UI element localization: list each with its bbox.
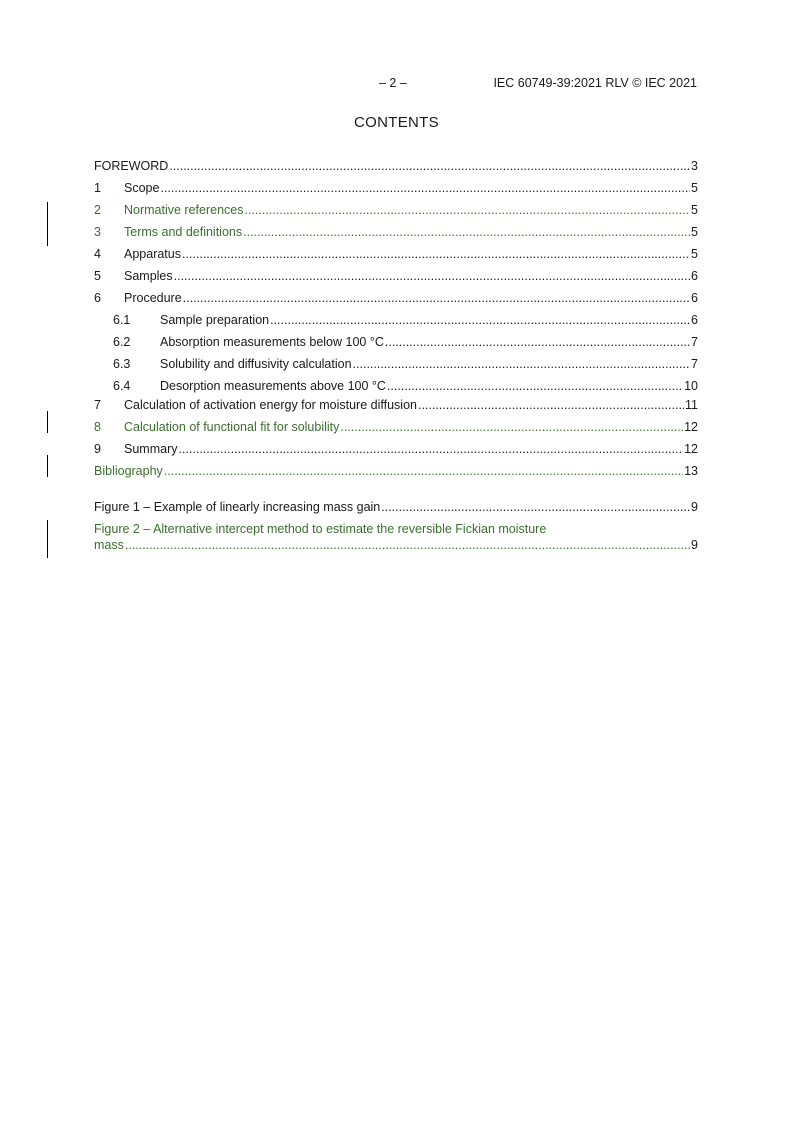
toc-entry-title: Solubility and diffusivity calculation [160, 357, 352, 371]
toc-entry-page: 5 [691, 203, 698, 217]
dot-leader [387, 378, 683, 394]
dot-leader [125, 537, 690, 553]
dot-leader [418, 397, 684, 413]
page-number: – 2 – [379, 76, 407, 90]
toc-entry-normative-references[interactable] [94, 202, 698, 218]
toc-entry-page: 5 [691, 181, 698, 195]
toc-entry-sample-preparation[interactable] [113, 312, 698, 328]
toc-entry-page: 7 [691, 357, 698, 371]
toc-entry-page: 3 [691, 159, 698, 173]
figure-entry-title: Figure 1 – Example of linearly increasing mass gain [94, 500, 381, 514]
toc-entry-title: Scope [124, 181, 160, 195]
change-bar [47, 202, 48, 246]
toc-entry-desorption-measurements[interactable] [113, 378, 698, 394]
toc-entry-page: 13 [684, 464, 698, 478]
page-header [0, 76, 793, 92]
dot-leader [183, 290, 690, 306]
dot-leader [381, 499, 690, 515]
dot-leader [245, 202, 691, 218]
toc-entry-activation-energy[interactable] [94, 397, 698, 413]
toc-entry-number: 4 [94, 247, 101, 261]
toc-entry-foreword[interactable] [94, 158, 698, 174]
dot-leader [178, 441, 683, 457]
toc-entry-page: 7 [691, 335, 698, 349]
dot-leader [160, 180, 690, 196]
table-of-contents [94, 158, 698, 558]
toc-entry-title: Calculation of functional fit for solubility [124, 420, 340, 434]
toc-entry-functional-fit[interactable] [94, 419, 698, 435]
toc-entry-number: 6.2 [113, 335, 131, 349]
toc-entry-title: Terms and definitions [124, 225, 243, 239]
dot-leader [353, 356, 691, 372]
page-title: CONTENTS [354, 114, 439, 131]
standard-reference: IEC 60749-39:2021 RLV © IEC 2021 [493, 76, 697, 90]
toc-entry-bibliography[interactable] [94, 463, 698, 479]
toc-entry-title: FOREWORD [94, 159, 169, 173]
toc-entry-number: 3 [94, 225, 101, 239]
dot-leader [270, 312, 690, 328]
figure-entry-page: 9 [691, 538, 698, 552]
dot-leader [385, 334, 690, 350]
change-bar [47, 411, 48, 433]
dot-leader [182, 246, 690, 262]
toc-entry-title: Procedure [124, 291, 182, 305]
toc-entry-number: 8 [94, 420, 101, 434]
toc-entry-title: Summary [124, 442, 178, 456]
toc-entry-summary[interactable] [94, 441, 698, 457]
toc-entry-scope[interactable] [94, 180, 698, 196]
toc-entry-number: 6 [94, 291, 101, 305]
figure-entry-page: 9 [691, 500, 698, 514]
toc-entry-number: 5 [94, 269, 101, 283]
dot-leader [169, 158, 690, 174]
dot-leader [243, 224, 690, 240]
toc-entry-page: 6 [691, 313, 698, 327]
dot-leader [340, 419, 683, 435]
toc-entry-page: 6 [691, 291, 698, 305]
toc-entry-title: Sample preparation [160, 313, 270, 327]
toc-entry-page: 11 [685, 398, 698, 412]
toc-entry-page: 5 [691, 247, 698, 261]
toc-entry-title: Apparatus [124, 247, 181, 261]
toc-entry-apparatus[interactable] [94, 246, 698, 262]
toc-entry-page: 12 [684, 420, 698, 434]
toc-entry-title: Absorption measurements below 100 °C [160, 335, 384, 349]
toc-entry-page: 6 [691, 269, 698, 283]
change-bar [47, 455, 48, 477]
toc-entry-title: Calculation of activation energy for moisture diffusion [124, 398, 417, 412]
toc-entry-page: 5 [691, 225, 698, 239]
dot-leader [164, 463, 683, 479]
figure-entry-2[interactable] [94, 537, 698, 553]
figure-entry-title-continued: mass [94, 538, 124, 552]
toc-entry-number: 6.1 [113, 313, 131, 327]
toc-entry-title: Normative references [124, 203, 244, 217]
toc-entry-procedure[interactable] [94, 290, 698, 306]
toc-entry-number: 1 [94, 181, 101, 195]
toc-entry-page: 10 [684, 379, 698, 393]
toc-entry-absorption-measurements[interactable] [113, 334, 698, 350]
toc-entry-title: Bibliography [94, 464, 163, 478]
toc-entry-page: 12 [684, 442, 698, 456]
toc-entry-number: 6.4 [113, 379, 131, 393]
change-bar [47, 520, 48, 558]
toc-entry-number: 6.3 [113, 357, 131, 371]
toc-entry-number: 7 [94, 398, 101, 412]
toc-entry-title: Desorption measurements above 100 °C [160, 379, 386, 393]
toc-entry-number: 9 [94, 442, 101, 456]
toc-entry-title: Samples [124, 269, 173, 283]
figure-entry-2-title[interactable]: Figure 2 – Alternative intercept method to estimate the reversible Fickian moisture [94, 522, 547, 536]
toc-entry-number: 2 [94, 203, 101, 217]
figure-entry-1[interactable] [94, 499, 698, 515]
dot-leader [174, 268, 690, 284]
toc-entry-solubility-diffusivity[interactable] [113, 356, 698, 372]
toc-entry-terms-and-definitions[interactable] [94, 224, 698, 240]
toc-entry-samples[interactable] [94, 268, 698, 284]
